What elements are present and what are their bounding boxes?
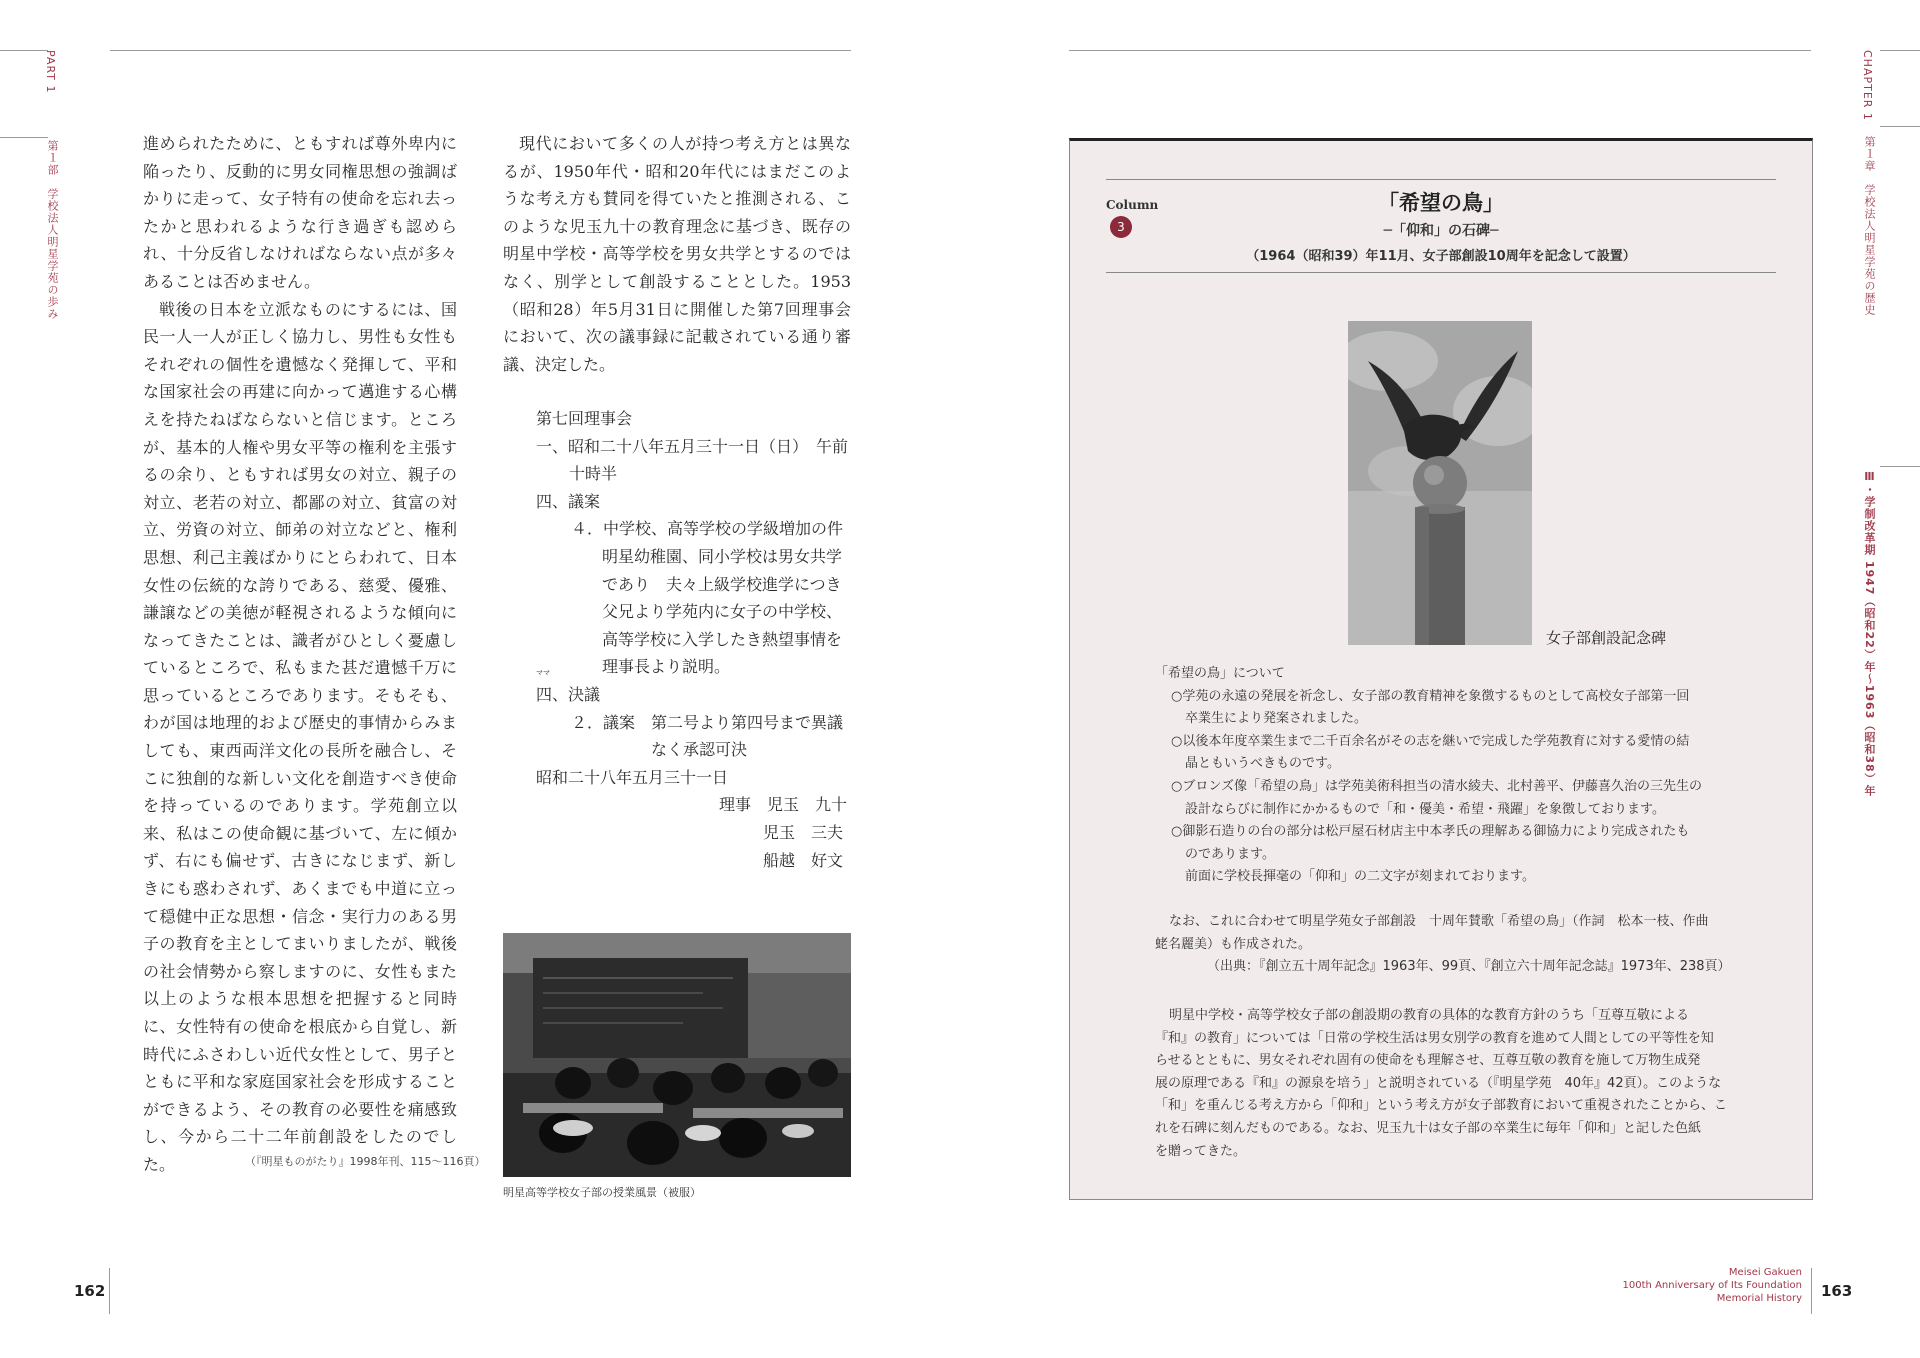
bullet-1: ○学苑の永遠の発展を祈念し、女子部の教育精神を象徴するものとして高校女子部第一回: [1171, 688, 1690, 704]
minutes-signer-3: 船越 好文: [763, 850, 844, 870]
column-subtitle: ─「仰和」の石碑─: [1383, 223, 1499, 239]
page-number-right: 163: [1821, 1282, 1853, 1300]
minutes-item-2-sub-e: 高等学校に入学したき熱望事情を: [602, 629, 843, 649]
photo-caption: 明星高等学校女子部の授業風景（被服）: [503, 1186, 701, 1199]
top-rule-right: [1880, 50, 1920, 51]
closing-line-3: らせるとともに、男女それぞれ固有の使命をも理解させ、互尊互敬の教育を施して万物生成発: [1155, 1053, 1701, 1069]
minutes-item-3-sub-a: ２．議案 第二号より第四号まで異議: [571, 712, 844, 732]
main-text-column-1: [143, 130, 457, 1179]
minutes-item-3-sub-b: なく承認可決: [651, 740, 748, 760]
bullet-2: ○以後本年度卒業生まで二千百余名がその志を継いで完成した学苑教育に対する愛情の結: [1171, 733, 1690, 749]
bullet-3-cont: 設計ならびに制作にかかるもので「和・優美・希望・飛躍」を象徴しております。: [1185, 801, 1665, 817]
closing-line-6: れを石碑に刻んだものである。なお、児玉九十は女子部の卒業生に毎年「仰和」と記した色紙: [1155, 1120, 1702, 1136]
paragraph-3: 現代において多くの人が持つ考え方とは異なるが、1950年代・昭和20年代にはまだこのような考え方も賛同を得ていたと推測される、このような児玉九十の教育理念に基づき、既存の明星中学校・高等学校を男女共学とするのではなく、別学として創設することとした。1953（昭和28）年5月31日に開催した第7回理事会において、次の議事録に記載されている通り審議、決定した。: [503, 134, 851, 374]
minutes-item-2: 四、議案: [536, 491, 601, 511]
bullet-4-note: 前面に学校長揮毫の「仰和」の二文字が刻まれております。: [1185, 869, 1535, 885]
bullet-2-cont: 晶ともいうべきものです。: [1185, 756, 1340, 772]
classroom-photo-illustration: [503, 933, 851, 1177]
bullet-4-cont: のであります。: [1185, 846, 1275, 862]
closing-section: [1155, 1005, 1727, 1163]
about-heading: 「希望の鳥」について: [1155, 666, 1285, 681]
column-box: [1069, 138, 1813, 1200]
mama-note: ママ: [536, 668, 550, 677]
board-minutes: [536, 405, 856, 874]
footer-line-2: 100th Anniversary of Its Foundation: [1622, 1280, 1802, 1291]
column-header-bottom-rule: [1106, 272, 1776, 273]
chapter-label: CHAPTER 1: [1861, 50, 1874, 121]
period-label: Ⅲ・学制改革期 1947（昭和22）年～1963（昭和38）年: [1863, 470, 1876, 797]
minutes-date: 昭和二十八年五月三十一日: [536, 767, 729, 787]
monument-illustration: [1348, 321, 1532, 645]
bullet-4: ○御影石造りの台の部分は松戸屋石材店主中本孝氏の理解ある御協力により完成されたも: [1171, 824, 1690, 840]
minutes-item-1b: 十時半: [569, 464, 618, 484]
column-header-top-rule: [1106, 179, 1776, 180]
closing-line-5: 「和」を重んじる考え方から「仰和」という考え方が女子部教育において重視されたことから、こ: [1155, 1098, 1728, 1114]
chapter-title: 第１章 学校法人明星学苑の歴史: [1863, 136, 1876, 316]
footer-line-1: Meisei Gakuen: [1728, 1267, 1802, 1278]
minutes-signer-2: 児玉 三夫: [763, 822, 844, 842]
margin-rule-left: [0, 137, 48, 138]
minutes-item-3: [536, 668, 856, 709]
paragraph-2: 戦後の日本を立派なものにするには、国民一人一人が正しく協力し、男性も女性もそれぞれの個性を遺憾なく発揮して、平和な国家社会の再建に向かって邁進する心構えを持たねばならないと信じます。ところが、基本的人権や男女平等の権利を主張するの余り、ともすれば男女の対立、親子の対立、老若の対立、都鄙の対立、貧富の対立、労資の対立、師弟の対立などと、権利思想、利己主義ばかりにとらわれて、日本女性の伝統的な誇りである、慈愛、優雅、謙譲などの美徳が軽視されるような傾向になってきたことは、識者がひとしく憂慮しているところで、私もまた甚だ遺憾千万に思っているところであります。そもそも、わが国は地理的および歴史的事情からみましても、東西両洋文化の長所を融合し、そこに独創的な新しい文化を創造すべき使命を持っているのであります。学苑創立以来、私はこの使命観に基づいて、左に傾かず、右にも偏せず、古きになじまず、新しきにも惑わされず、あくまでも中道に立って穏健中正な思想・信念・実行力のある男子の教育を主としてまいりましたが、戦後の社会情勢から察しますのに、女性もまた以上のような根本思想を把握すると同時に、女性特有の使命を根底から自覚し、新時代にふさわしい近代女性として、男子とともに平和な家庭国家社会を形成することができるよう、その教育の必要性を痛感致し、今から二十二年前創設をしたのでした。: [143, 299, 457, 1174]
about-section: [1155, 663, 1702, 889]
minutes-item-2-sub-c: であり 夫々上級学校進学につき: [602, 574, 842, 594]
minutes-heading: 第七回理事会: [536, 409, 633, 428]
section-label: 第１部 学校法人明星学苑の歩み: [46, 140, 59, 320]
page-number-divider-left: [109, 1268, 110, 1314]
closing-line-2: 『和』の教育」については「日常の学校生活は男女別学の教育を進めて人間としての平等性を知: [1155, 1030, 1714, 1046]
closing-line-7: を贈ってきた。: [1155, 1143, 1247, 1159]
closing-line-4: 展の原理である『和』の源泉を培う」と説明されている（『明星学苑 40年』42頁）。このような: [1155, 1075, 1722, 1091]
song-line-1: なお、これに合わせて明星学苑女子部創設 十周年賛歌「希望の鳥」（作詞 松本一枝、作曲: [1169, 914, 1709, 929]
top-rule-left-main: [110, 50, 851, 51]
minutes-item-2-sub-a: ４．中学校、高等学校の学級増加の件: [571, 519, 844, 539]
bullet-1-cont: 卒業生により発案されました。: [1185, 711, 1368, 727]
song-line-2: 蛯名麗美）も作成された。: [1155, 936, 1312, 952]
margin-rule-right: [1880, 126, 1920, 127]
classroom-photo: [503, 933, 851, 1177]
minutes-item-2-sub-f: 理事長より説明。: [602, 657, 731, 677]
column-word: Column: [1106, 198, 1159, 212]
bullet-3: ○ブロンズ像「希望の鳥」は学苑美術科担当の清水綾夫、北村善平、伊藤喜久治の三先生の: [1171, 778, 1702, 794]
song-section: [1155, 911, 1731, 979]
column-title: 「希望の鳥」: [1378, 191, 1504, 215]
paragraph-1: 進められたために、ともすれば尊外卑内に陥ったり、反動的に男女同権思想の強調ばかりに走って、女子特有の使命を忘れ去ったかと思われるような行き過ぎも認められ、十分反省しなければならない点が多々あることは否めません。: [143, 134, 457, 291]
minutes-item-2-sub-d: 父兄より学苑内に女子の中学校、: [602, 602, 843, 622]
minutes-item-1a: 一、昭和二十八年五月三十一日（日） 午前: [536, 436, 849, 456]
main-text-column-2: [503, 130, 851, 378]
minutes-signer-1: 理事 児玉 九十: [719, 795, 848, 815]
top-rule-right-main: [1069, 50, 1811, 51]
column-subtitle-2: （1964（昭和39）年11月、女子部創設10周年を記念して設置）: [1246, 249, 1636, 264]
citation: （『明星ものがたり』1998年刊、115～116頁）: [245, 1155, 486, 1168]
page-number-divider-right: [1811, 1268, 1812, 1314]
minutes-item-2-sub-b: 明星幼稚園、同小学校は男女共学: [602, 546, 843, 566]
monument-photo: [1348, 321, 1532, 645]
footer-line-3: Memorial History: [1716, 1293, 1802, 1304]
column-number-badge: 3: [1110, 216, 1132, 238]
part-label: PART 1: [44, 50, 57, 94]
page-number-left: 162: [74, 1282, 106, 1300]
footer-book-title: [1560, 1266, 1802, 1305]
minutes-item-3-label: 四、決議: [536, 684, 601, 704]
top-rule-left: [0, 50, 48, 51]
source-citation: （出典：『創立五十周年記念』1963年、99頁、『創立六十周年記念誌』1973年、238頁）: [1207, 959, 1731, 975]
monument-caption: 女子部創設記念碑: [1546, 629, 1667, 647]
margin-rule-right-2: [1880, 466, 1920, 467]
closing-line-1: 明星中学校・高等学校女子部の創設期の教育の具体的な教育方針のうち「互尊互敬による: [1169, 1008, 1690, 1023]
